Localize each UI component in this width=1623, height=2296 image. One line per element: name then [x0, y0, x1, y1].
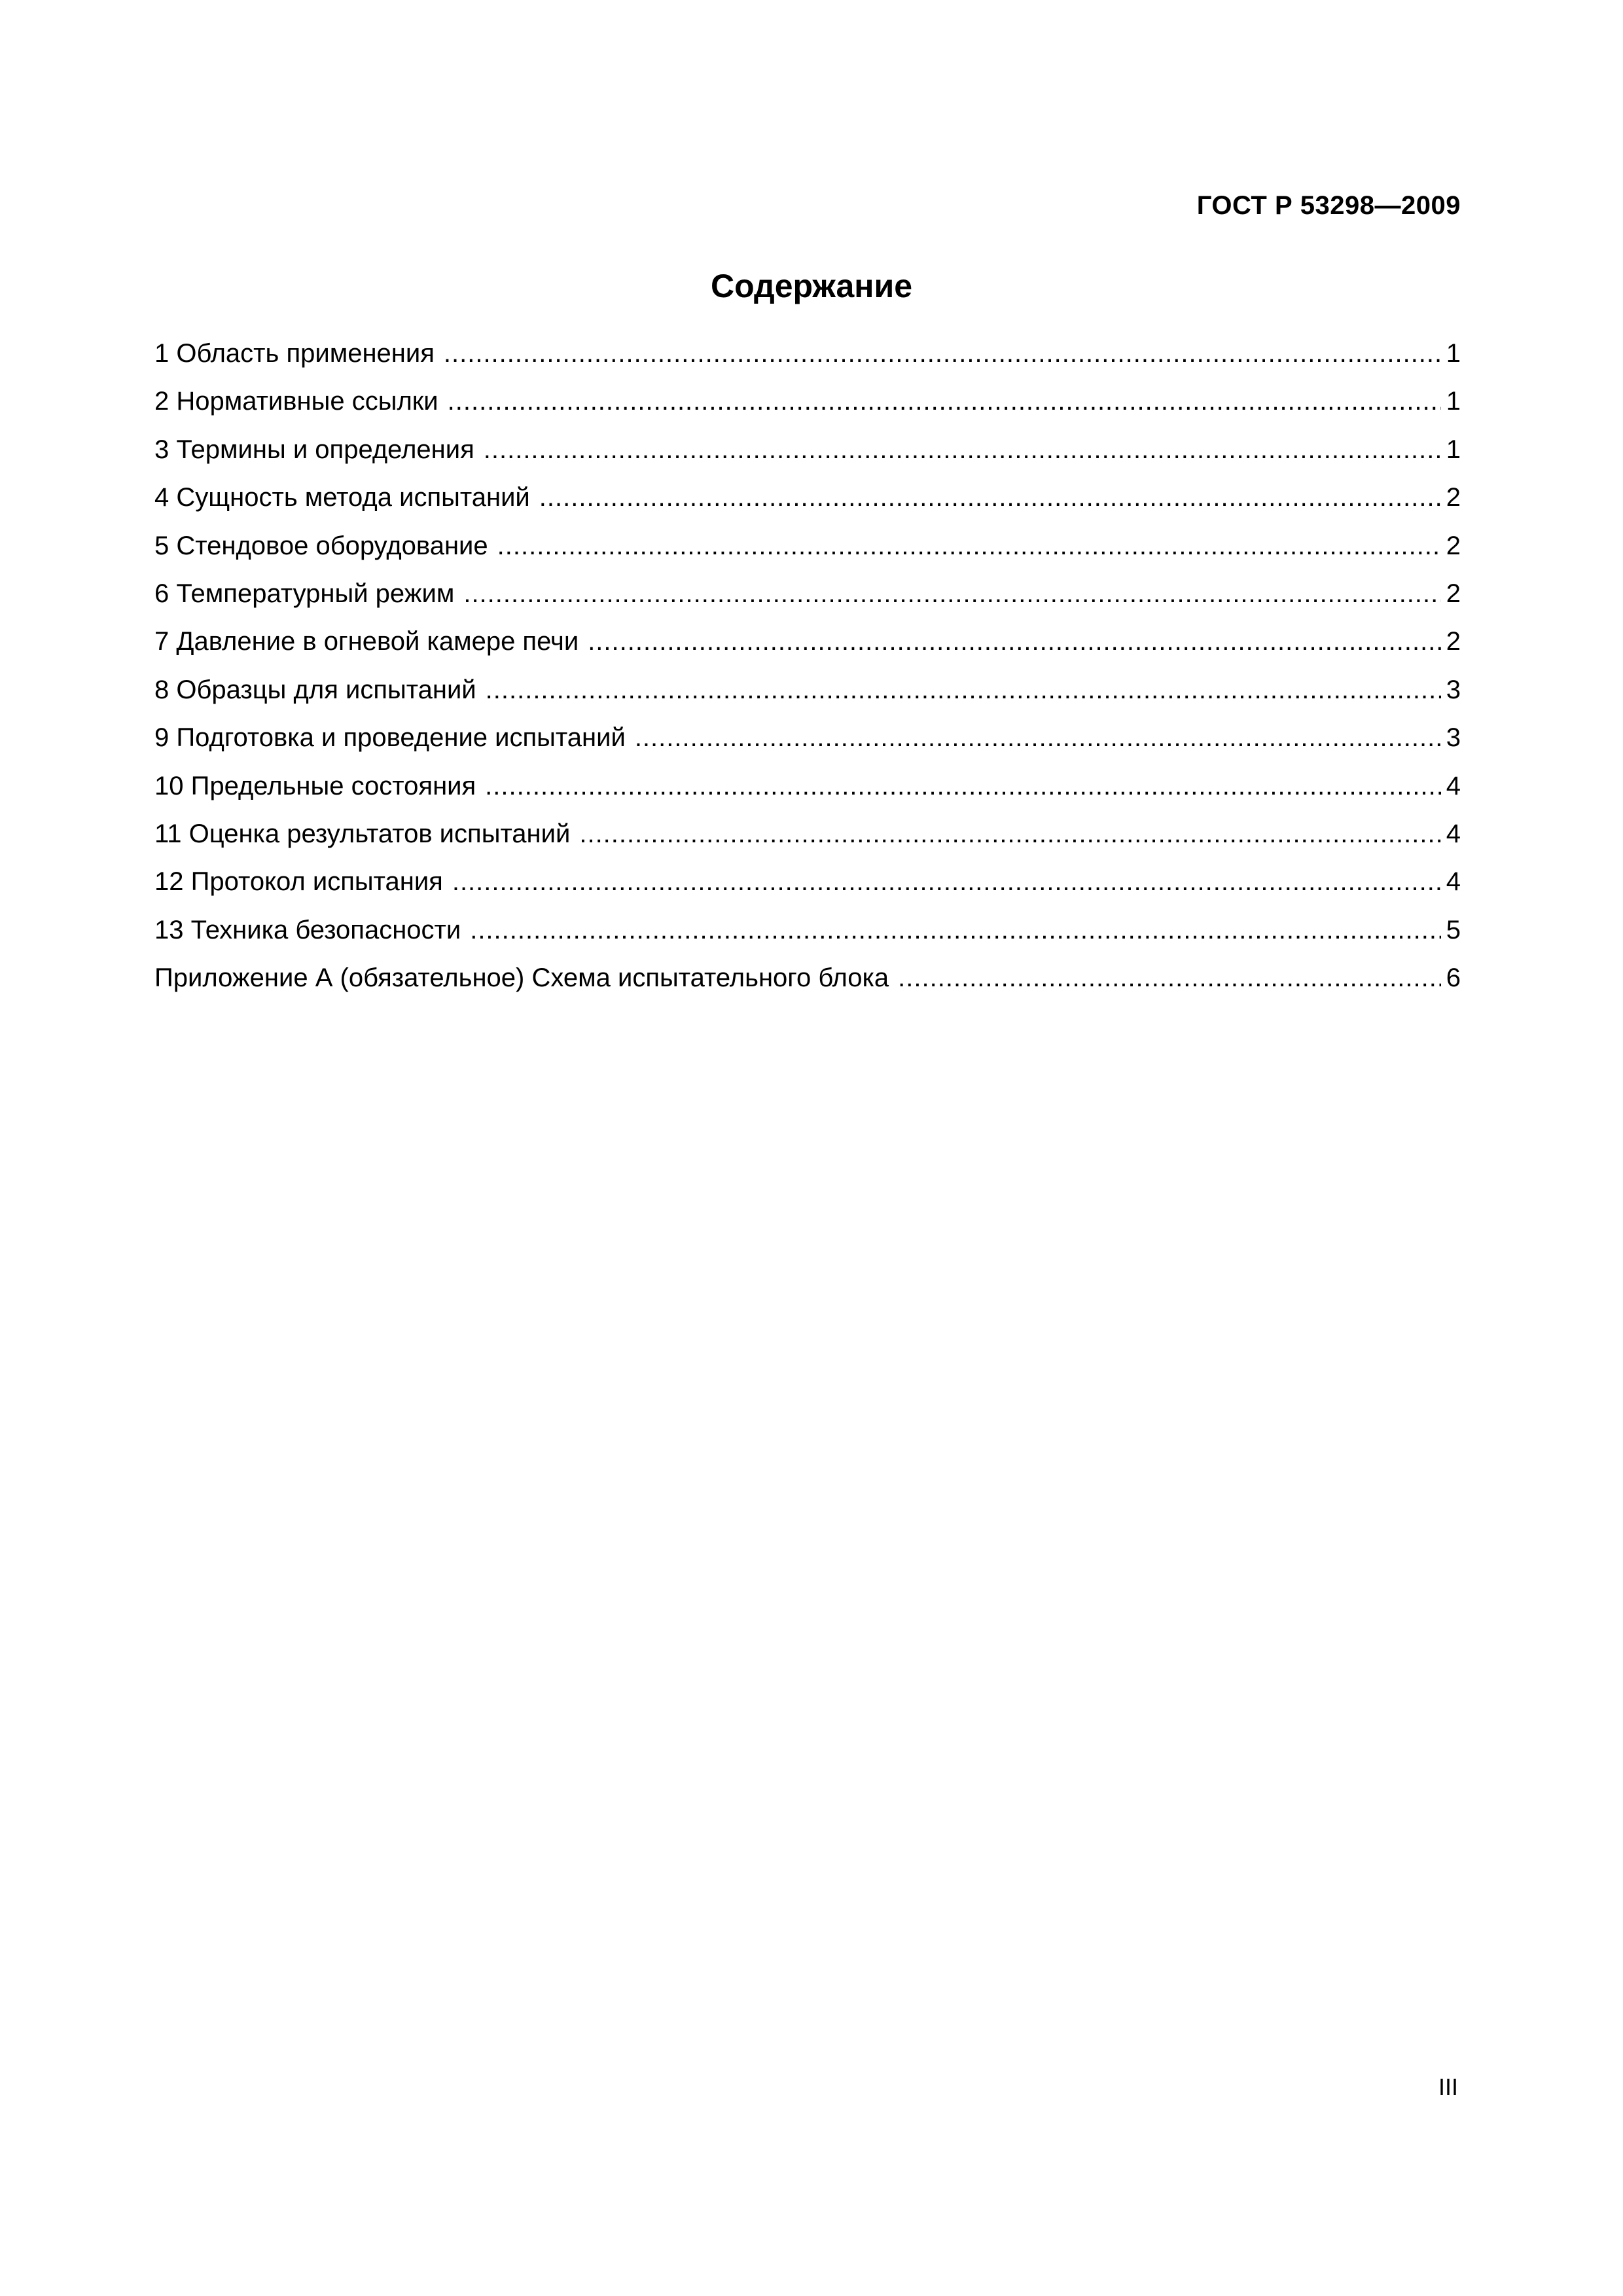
table-of-contents — [154, 339, 1461, 1011]
toc-entry[interactable] — [154, 483, 1461, 531]
toc-entry-label: 9 Подготовка и проведение испытаний — [154, 723, 626, 753]
toc-leader-dots — [470, 916, 1441, 945]
toc-leader-dots — [452, 867, 1441, 897]
document-code: ГОСТ Р 53298—2009 — [1196, 191, 1461, 220]
toc-entry-page: 5 — [1446, 915, 1461, 944]
toc-leader-dots — [579, 819, 1440, 849]
toc-entry[interactable] — [154, 579, 1461, 627]
toc-entry[interactable] — [154, 723, 1461, 771]
toc-entry-label: 10 Предельные состояния — [154, 771, 476, 800]
toc-leader-dots — [588, 627, 1441, 656]
toc-entry[interactable] — [154, 867, 1461, 915]
toc-entry-label: 4 Сущность метода испытаний — [154, 483, 530, 512]
toc-entry-label: 7 Давление в огневой камере печи — [154, 627, 579, 656]
toc-entry-page: 1 — [1446, 339, 1461, 368]
toc-leader-dots — [539, 483, 1441, 512]
toc-entry[interactable] — [154, 963, 1461, 1011]
toc-entry[interactable] — [154, 916, 1461, 963]
toc-entry-page: 4 — [1446, 819, 1461, 848]
toc-entry-label: 3 Термины и определения — [154, 435, 474, 464]
toc-entry-page: 2 — [1446, 627, 1461, 656]
toc-entry-page: 4 — [1446, 771, 1461, 800]
toc-entry-label: 8 Образцы для испытаний — [154, 675, 476, 704]
toc-entry-page: 2 — [1446, 579, 1461, 608]
toc-entry-label: 11 Оценка результатов испытаний — [154, 819, 571, 848]
toc-entry[interactable] — [154, 675, 1461, 723]
toc-entry-label: Приложение А (обязательное) Схема испытательного блока — [154, 963, 889, 993]
toc-entry-label: 12 Протокол испытания — [154, 867, 443, 897]
toc-entry[interactable] — [154, 627, 1461, 675]
toc-entry-page: 6 — [1446, 963, 1461, 993]
toc-leader-dots — [448, 387, 1441, 416]
toc-leader-dots — [486, 675, 1441, 705]
toc-entry[interactable] — [154, 339, 1461, 387]
toc-entry[interactable] — [154, 819, 1461, 867]
toc-leader-dots — [463, 579, 1440, 609]
toc-leader-dots — [485, 772, 1441, 801]
toc-entry-page: 2 — [1446, 483, 1461, 512]
toc-entry-label: 2 Нормативные ссылки — [154, 387, 438, 416]
toc-entry[interactable] — [154, 531, 1461, 579]
toc-entry-page: 1 — [1446, 387, 1461, 416]
toc-entry-page: 2 — [1446, 531, 1461, 560]
toc-entry-page: 3 — [1446, 675, 1461, 704]
toc-entry[interactable] — [154, 772, 1461, 819]
toc-leader-dots — [497, 531, 1441, 561]
toc-leader-dots — [898, 963, 1441, 993]
toc-entry-label: 6 Температурный режим — [154, 579, 455, 608]
toc-leader-dots — [444, 339, 1441, 368]
toc-entry[interactable] — [154, 435, 1461, 483]
toc-leader-dots — [484, 435, 1441, 465]
toc-entry-page: 3 — [1446, 723, 1461, 753]
toc-entry-label: 5 Стендовое оборудование — [154, 531, 488, 560]
toc-entry-label: 13 Техника безопасности — [154, 915, 461, 944]
toc-title: Содержание — [710, 268, 913, 304]
toc-entry-page: 4 — [1446, 867, 1461, 897]
page-number: III — [1438, 2073, 1458, 2100]
toc-leader-dots — [635, 723, 1441, 753]
toc-entry-page: 1 — [1446, 435, 1461, 464]
toc-entry[interactable] — [154, 387, 1461, 435]
toc-entry-label: 1 Область применения — [154, 339, 435, 368]
